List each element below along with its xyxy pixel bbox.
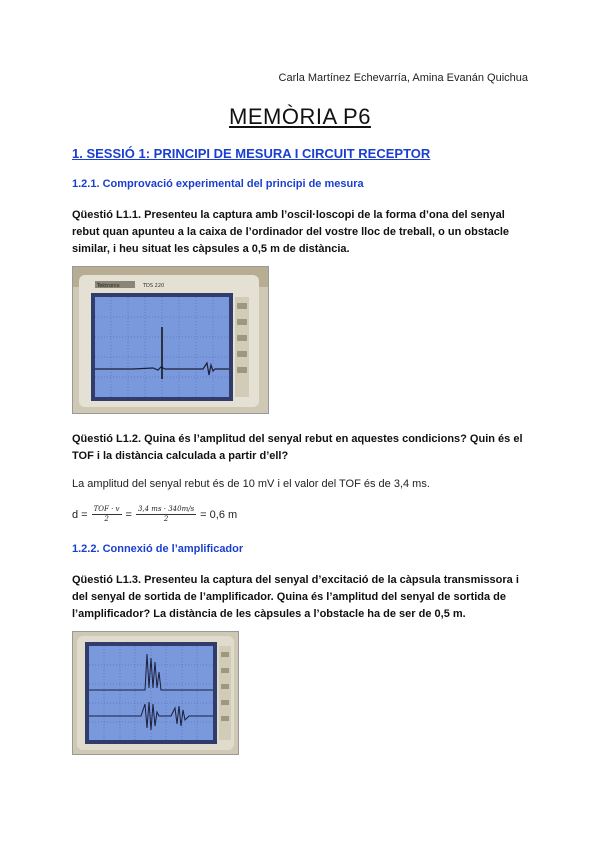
question-l1-3 <box>72 572 530 623</box>
subsection-heading-1-2-1: 1.2.1. Comprovació experimental del principi de mesura <box>72 178 364 190</box>
oscilloscope-image <box>73 267 268 413</box>
question-line: similar, i heu situat les càpsules a 0,5 m de distància. <box>72 243 350 255</box>
question-line: del senyal de sortida de l’amplificador. Quina és l’amplitud del senyal de sortida de <box>72 591 507 603</box>
fraction-denominator: 2 <box>163 515 169 523</box>
formula-lhs: d = <box>72 508 88 521</box>
formula-fraction-symbolic <box>92 505 122 524</box>
scope-model-label: TDS 220 <box>143 283 165 289</box>
fraction-numerator: TOF · v <box>93 505 120 513</box>
question-l1-1 <box>72 207 530 258</box>
question-line: TOF i la distància calculada a partir d’ell? <box>72 450 289 462</box>
answer-l1-2: La amplitud del senyal rebut és de 10 mV i el valor del TOF és de 3,4 ms. <box>72 478 430 490</box>
document-title: MEMÒRIA P6 <box>229 104 371 129</box>
fraction-denominator: 2 <box>104 515 109 523</box>
oscilloscope-image <box>73 632 238 754</box>
subsection-heading-1-2-2: 1.2.2. Connexió de l’amplificador <box>72 543 244 555</box>
authors-line: Carla Martínez Echevarría, Amina Evanán Quichua <box>278 72 528 84</box>
question-line: Qüestió L1.2. Quina és l’amplitud del senyal rebut en aquestes condicions? Quin és el <box>72 433 523 445</box>
question-line: Qüestió L1.1. Presenteu la captura amb l’oscil·loscopi de la forma d’ona del senyal <box>72 209 505 221</box>
question-l1-2 <box>72 431 530 465</box>
formula-equals: = <box>125 508 132 521</box>
fraction-numerator: 3,4 ms · 340m/s <box>137 505 195 513</box>
formula-fraction-numeric <box>136 505 196 524</box>
distance-formula <box>72 505 237 524</box>
section-heading: 1. SESSIÓ 1: PRINCIPI DE MESURA I CIRCUIT RECEPTOR <box>72 146 431 161</box>
question-line: Qüestió L1.3. Presenteu la captura del senyal d’excitació de la càpsula transmissora i <box>72 574 519 586</box>
question-line: rebut quan apunteu a la caixa de l’ordinador del vostre lloc de treball, o un obstacle <box>72 226 510 238</box>
formula-result: = 0,6 m <box>200 508 238 521</box>
oscilloscope-photo-2 <box>72 631 239 755</box>
question-line: l’amplificador? La distància de les càpsules a l’obstacle ha de ser de 0,5 m. <box>72 608 466 620</box>
scope-brand-label: Tektronix <box>97 283 120 289</box>
oscilloscope-photo-1 <box>72 266 269 414</box>
